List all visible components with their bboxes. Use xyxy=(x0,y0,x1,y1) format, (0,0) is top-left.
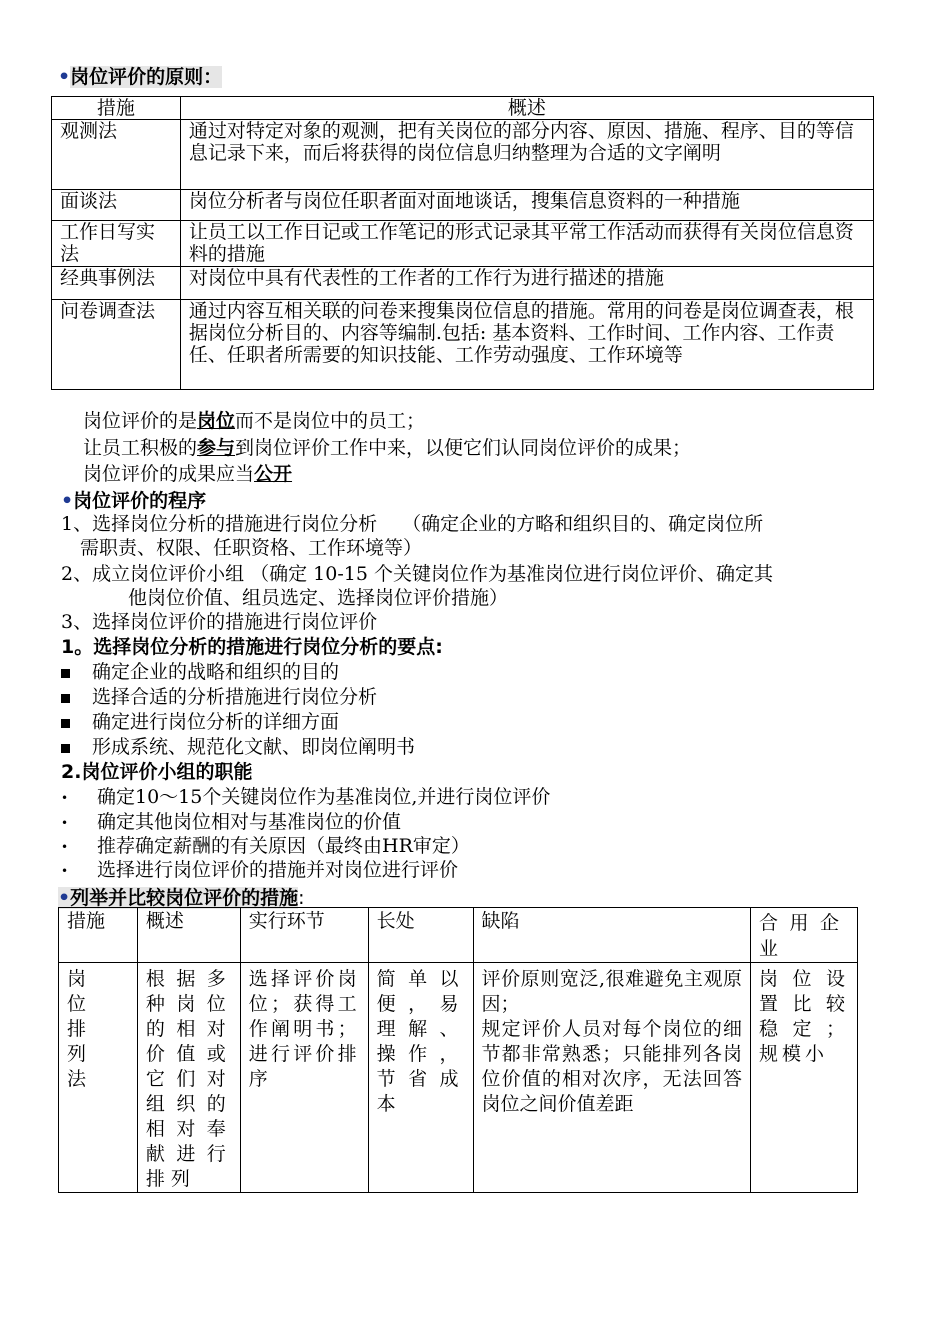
square-bullet-icon xyxy=(61,719,70,728)
list-item-text: 选择合适的分析措施进行岗位分析 xyxy=(92,686,378,708)
desc-cell: 让员工以工作日记或工作笔记的形式记录其平常工作活动而获得有关岗位信息资料的措施 xyxy=(180,221,873,267)
compare-table xyxy=(58,907,858,1193)
section-heading-committee: 2.岗位评价小组的职能 xyxy=(61,761,253,783)
dot-bullet-icon: • xyxy=(61,864,69,878)
section-heading-procedure xyxy=(61,486,206,513)
method-cell: 经典事例法 xyxy=(52,267,181,300)
square-bullet-icon xyxy=(61,694,70,703)
bullet-icon: • xyxy=(58,66,71,88)
list-item xyxy=(61,858,458,883)
list-item xyxy=(61,685,377,709)
procedure-step: 3、选择岗位评价的措施进行岗位评价 xyxy=(61,611,378,633)
table-row xyxy=(52,190,874,221)
principle-keyword: 参与 xyxy=(197,437,236,459)
procedure-step: 2、成立岗位评价小组 （确定 10-15 个关键岗位作为基准岗位进行岗位评价、确定其 xyxy=(61,563,773,585)
dot-bullet-icon: • xyxy=(61,791,69,805)
header-cell: 概述 xyxy=(137,908,240,963)
heading-text: 岗位评价的原则 xyxy=(70,66,204,88)
dot-bullet-icon: • xyxy=(61,816,69,830)
header-cell: 长处 xyxy=(368,908,473,963)
method-cell: 观测法 xyxy=(52,120,181,190)
list-item-text: 确定进行岗位分析的详细方面 xyxy=(92,711,340,733)
heading-text: 列举并比较岗位评价的措施 xyxy=(70,887,299,909)
list-item xyxy=(61,785,550,810)
list-item xyxy=(61,660,339,684)
table-row xyxy=(52,221,874,267)
list-item-text: 确定其他岗位相对与基准岗位的价值 xyxy=(97,811,402,833)
table-row xyxy=(59,963,858,1193)
header-cell: 措施 xyxy=(59,908,138,963)
list-item xyxy=(61,735,415,759)
list-item-text: 选择进行岗位评价的措施并对岗位进行评价 xyxy=(97,859,459,881)
header-cell: 合用企业 xyxy=(751,908,858,963)
principle-line xyxy=(83,436,691,460)
steps-cell: 选择评价岗位；获得工作阐明书；进行评价排序 xyxy=(240,963,368,1193)
method-cell: 岗位排列法 xyxy=(59,963,138,1193)
square-bullet-icon xyxy=(61,744,70,753)
procedure-step-cont: 他岗位价值、组员选定、选择岗位评价措施） xyxy=(128,587,509,609)
heading-colon: : xyxy=(298,887,305,909)
header-cell: 概述 xyxy=(180,97,873,120)
section-heading-principles xyxy=(58,62,222,89)
section-heading-analysis: 1。选择岗位分析的措施进行岗位分析的要点: xyxy=(61,636,443,658)
desc-cell: 通过对特定对象的观测，把有关岗位的部分内容、原因、措施、程序、目的等信息记录下来，而后将获得的岗位信息归纳整理为合适的文字阐明 xyxy=(180,120,873,190)
table-row xyxy=(52,267,874,300)
list-item xyxy=(61,710,339,734)
principle-text: 岗位评价的成果应当 xyxy=(83,463,255,485)
pros-cell: 简单以便，易理解、操作，节省成本 xyxy=(368,963,473,1193)
procedure-step: 1、选择岗位分析的措施进行岗位分析 （确定企业的方略和组织目的、确定岗位所 xyxy=(61,513,764,535)
bullet-icon: • xyxy=(58,887,71,909)
dot-bullet-icon: • xyxy=(61,840,69,854)
method-cell: 问卷调查法 xyxy=(52,300,181,390)
list-item-text: 推荐确定薪酬的有关原因（最终由HR审定） xyxy=(97,835,470,857)
method-cell: 面谈法 xyxy=(52,190,181,221)
principle-text: 让员工积极的 xyxy=(83,437,198,459)
methods-table xyxy=(51,96,874,390)
list-item-text: 形成系统、规范化文献、即岗位阐明书 xyxy=(92,736,416,758)
principle-text: 到岗位评价工作中来，以便它们认同岗位评价的成果； xyxy=(235,437,692,459)
heading-text: 岗位评价的程序 xyxy=(73,490,207,512)
list-item xyxy=(61,810,401,835)
procedure-step-cont: 需职责、权限、任职资格、工作环境等） xyxy=(80,537,423,559)
bullet-icon: • xyxy=(61,490,74,512)
heading-colon: ： xyxy=(203,66,223,88)
table-header-row xyxy=(52,97,874,120)
principle-text: 而不是岗位中的员工； xyxy=(235,410,426,432)
header-cell: 措施 xyxy=(52,97,181,120)
table-header-row xyxy=(59,908,858,963)
desc-cell: 对岗位中具有代表性的工作者的工作行为进行描述的措施 xyxy=(180,267,873,300)
table-row xyxy=(52,120,874,190)
table-row xyxy=(52,300,874,390)
principle-line xyxy=(83,409,425,433)
list-item xyxy=(61,834,470,859)
principle-text: 岗位评价的是 xyxy=(83,410,198,432)
principle-keyword: 岗位 xyxy=(197,410,236,432)
list-item-text: 确定企业的战略和组织的目的 xyxy=(92,661,340,683)
header-cell: 缺陷 xyxy=(473,908,751,963)
square-bullet-icon xyxy=(61,669,70,678)
principle-keyword: 公开 xyxy=(254,463,293,485)
desc-cell: 岗位分析者与岗位任职者面对面地谈话，搜集信息资料的一种措施 xyxy=(180,190,873,221)
list-item-text: 确定10～15个关键岗位作为基准岗位,并进行岗位评价 xyxy=(97,786,551,808)
desc-cell: 通过内容互相关联的问卷来搜集岗位信息的措施。常用的问卷是岗位调查表，根据岗位分析目的、内容等编制.包括: 基本资料、工作时间、工作内容、工作责任、任职者所需要的知识技能、工作劳动强度、工作环境等 xyxy=(180,300,873,390)
header-cell: 实行环节 xyxy=(240,908,368,963)
fit-cell: 岗位设置比较稳定；规模小 xyxy=(751,963,858,1193)
principle-line xyxy=(83,462,292,486)
desc-cell: 根据多种岗位的相对价值或它们对组织的相对奉献进行排列 xyxy=(137,963,240,1193)
cons-cell: 评价原则宽泛,很难避免主观原因； 规定评价人员对每个岗位的细节都非常熟悉；只能排列各岗位价值的相对次序，无法回答岗位之间价值差距 xyxy=(473,963,751,1193)
method-cell: 工作日写实法 xyxy=(52,221,181,267)
section-heading-compare xyxy=(58,883,305,910)
